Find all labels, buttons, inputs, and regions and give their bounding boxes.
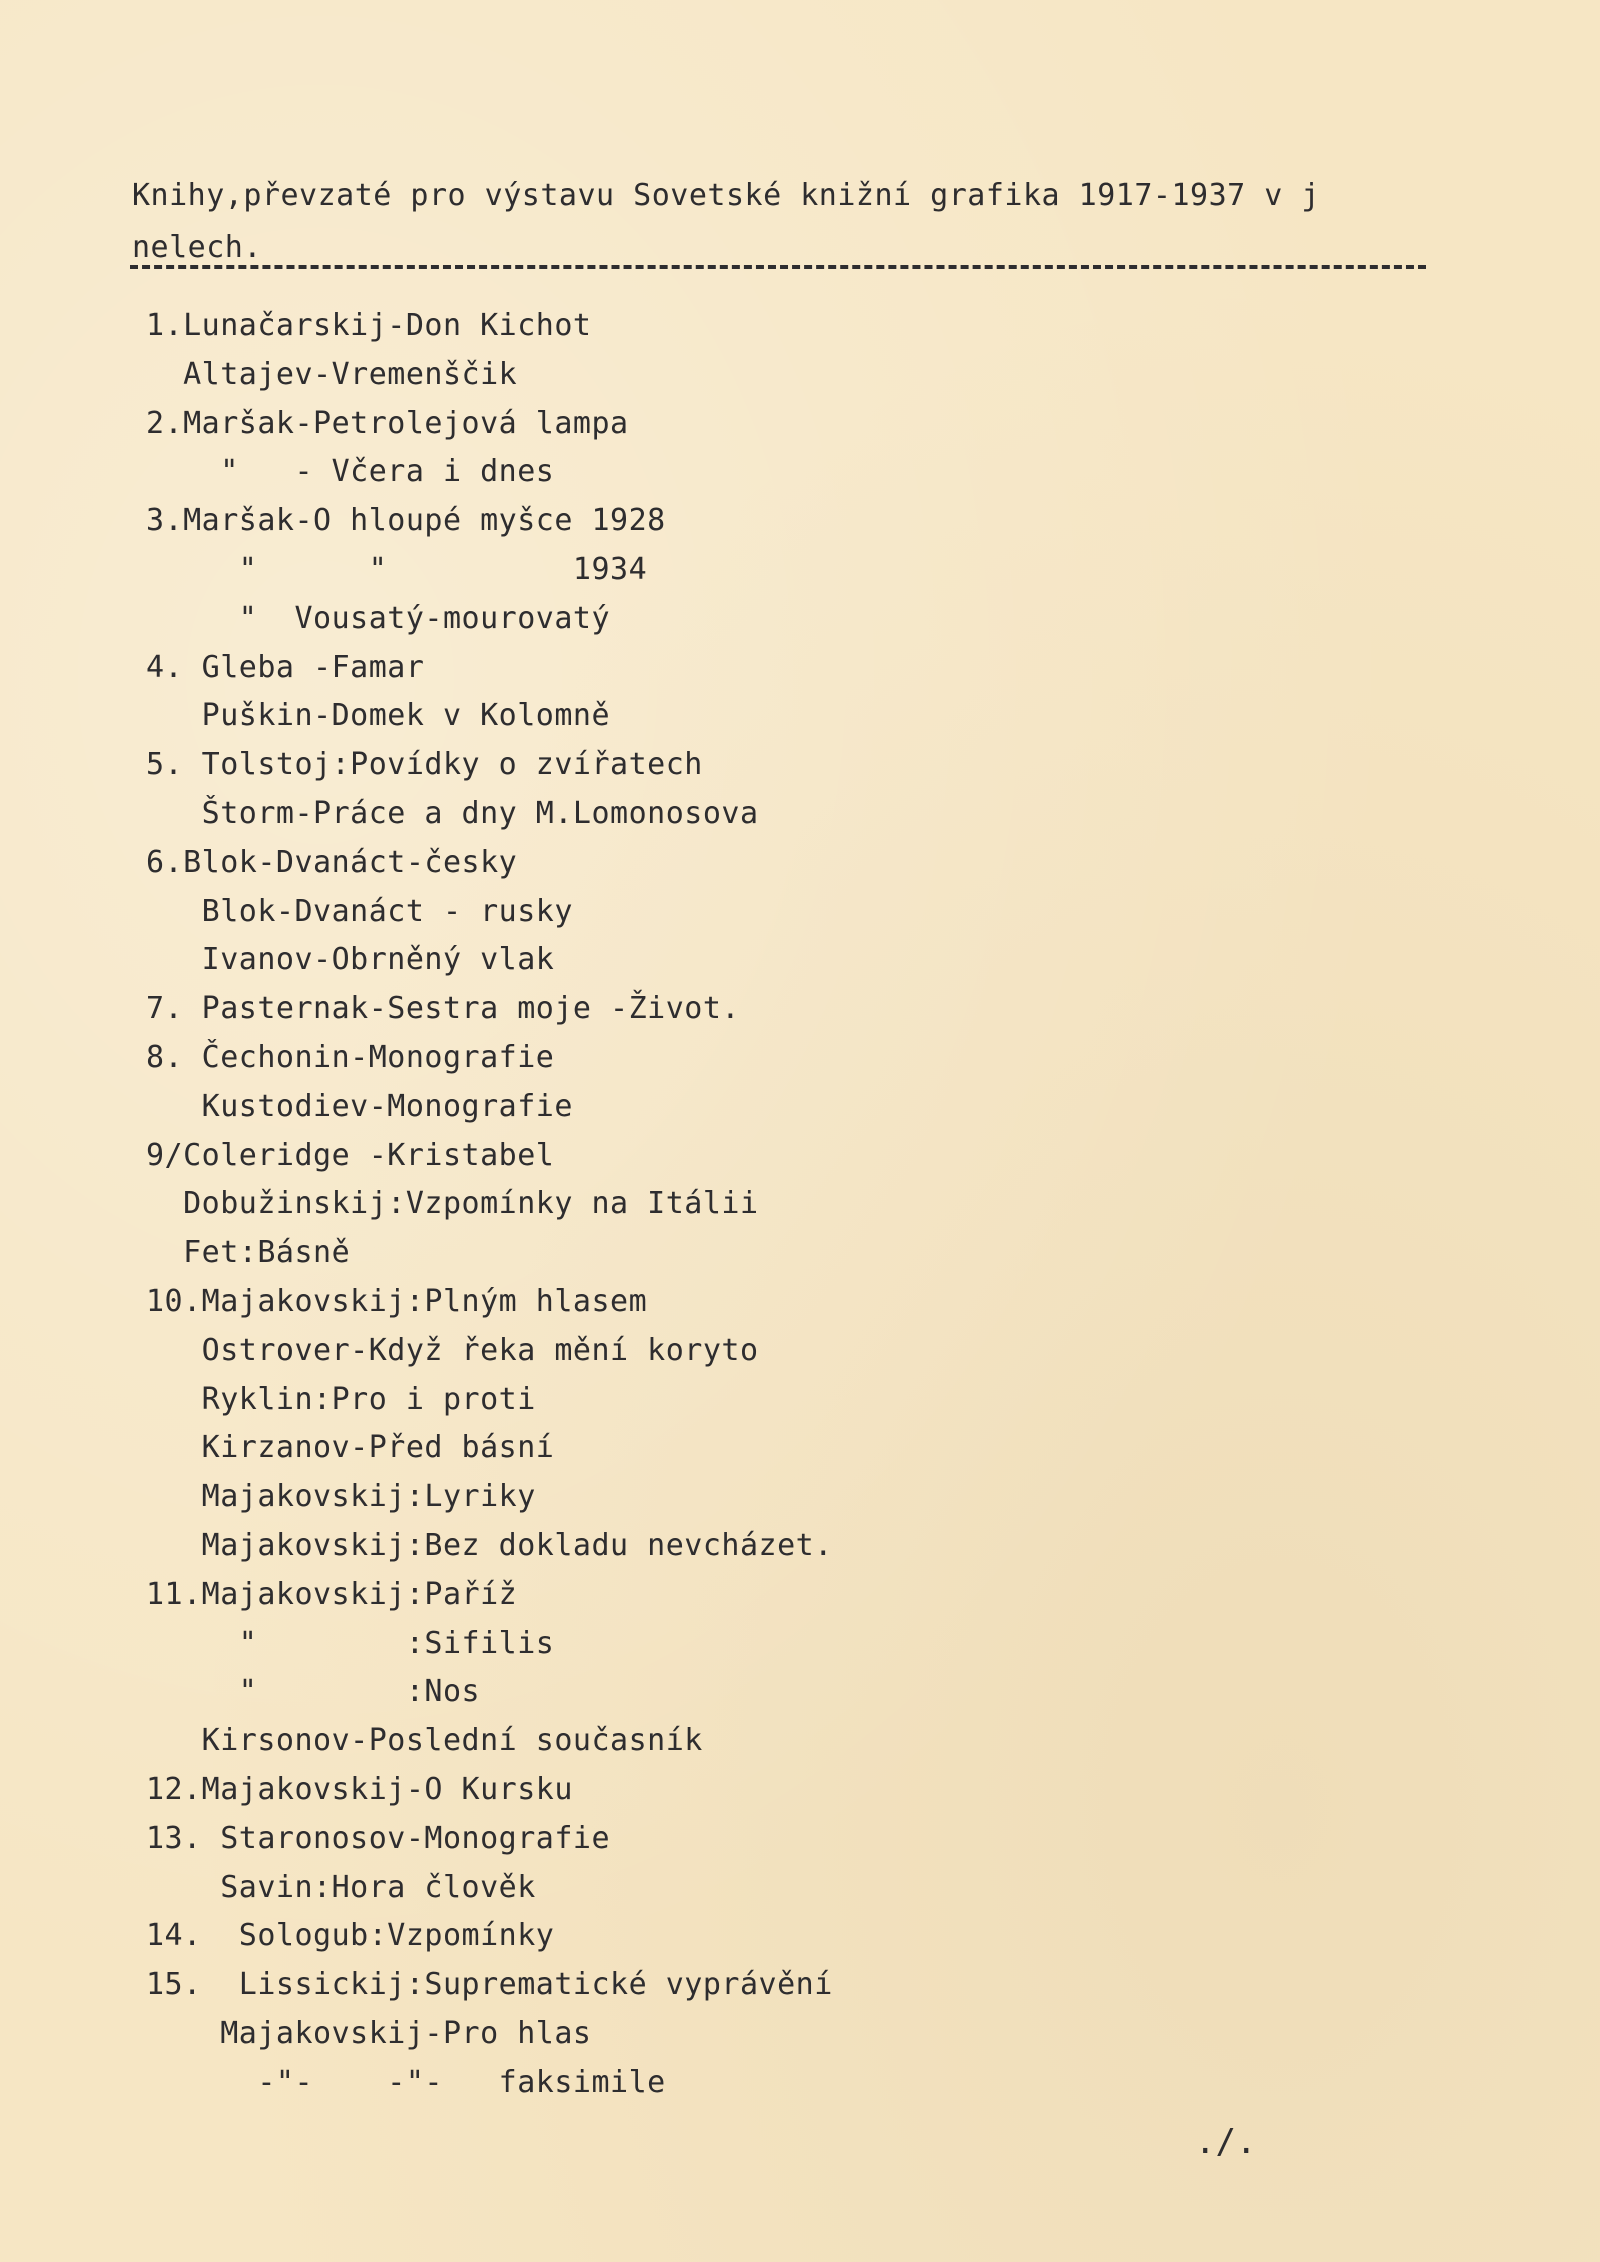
book-list-line: Ryklin:Pro i proti [146, 1381, 536, 1417]
book-list-line: 2.Maršak-Petrolejová lampa [146, 405, 629, 441]
book-list-line: 4. Gleba -Famar [146, 649, 425, 685]
book-list-line: Kirzanov-Před básní [146, 1430, 555, 1466]
book-list-line: 8. Čechonin-Monografie [146, 1040, 555, 1075]
book-list-line: Štorm-Práce a dny M.Lomonosova [146, 796, 759, 831]
document-title: Knihy,převzaté pro výstavu Sovetské knižní grafika 1917-1937 v j nelech. [132, 178, 1320, 265]
book-list-line: Kustodiev-Monografie [146, 1088, 573, 1124]
book-list-line: 3.Maršak-O hloupé myšce 1928 [146, 503, 666, 539]
book-list-line: Ivanov-Obrněný vlak [146, 942, 555, 978]
book-list-line: 15. Lissickij:Suprematické vyprávění [146, 1967, 833, 2003]
book-list-line: 6.Blok-Dvanáct-česky [146, 844, 518, 880]
book-list-line: 13. Staronosov-Monografie [146, 1820, 611, 1856]
book-list-line: Blok-Dvanáct - rusky [146, 893, 573, 929]
book-list-line: " " 1934 [146, 552, 648, 587]
book-list-line: Puškin-Domek v Kolomně [146, 698, 611, 734]
book-list-line: 12.Majakovskij-O Kursku [146, 1772, 573, 1807]
book-list-line: " - Včera i dnes [146, 454, 555, 490]
book-list-line: Kirsonov-Poslední současník [146, 1723, 703, 1759]
book-list-line: " :Sifilis [146, 1625, 555, 1661]
book-list-line: Fet:Básně [146, 1235, 351, 1271]
book-list-line: " :Nos [146, 1674, 481, 1710]
book-list-line: Majakovskij-Pro hlas [146, 2016, 592, 2051]
book-list-line: Ostrover-Když řeka mění koryto [146, 1332, 759, 1368]
book-list-line: " Vousatý-mourovatý [146, 600, 611, 636]
book-list-line: 9/Coleridge -Kristabel [146, 1137, 555, 1173]
book-list-line: -"- -"- faksimile [146, 2064, 666, 2100]
book-list-line: 5. Tolstoj:Povídky o zvířatech [146, 747, 703, 783]
book-list-line: 11.Majakovskij:Paříž [146, 1576, 518, 1612]
book-list-line: Majakovskij:Bez dokladu nevcházet. [146, 1528, 833, 1563]
page-continuation-mark: ./. [1195, 2122, 1257, 2162]
dashed-divider [130, 265, 1426, 269]
book-list-line: 1.Lunačarskij-Don Kichot [146, 308, 592, 343]
book-list-line: Dobužinskij:Vzpomínky na Itálii [146, 1186, 759, 1222]
book-list-line: 7. Pasternak-Sestra moje -Život. [146, 991, 740, 1027]
book-list-line: 10.Majakovskij:Plným hlasem [146, 1284, 648, 1319]
book-list-line: 14. Sologub:Vzpomínky [146, 1918, 555, 1954]
book-list-line: Altajev-Vremenščik [146, 356, 518, 392]
book-list-line: Savin:Hora člověk [146, 1869, 536, 1905]
book-list-line: Majakovskij:Lyriky [146, 1479, 536, 1515]
